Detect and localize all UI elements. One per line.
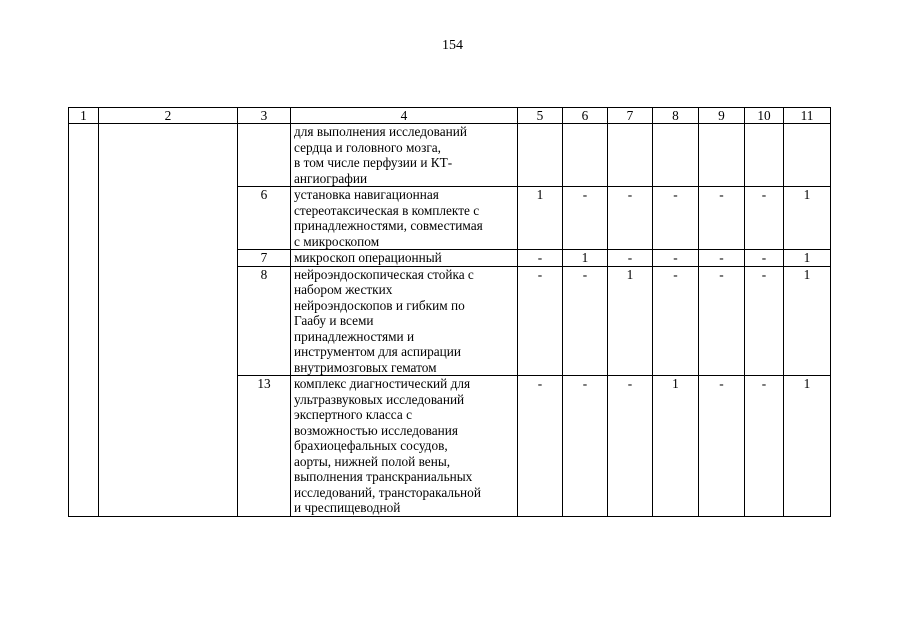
- cell-name: [291, 376, 518, 517]
- col-header: 1: [69, 108, 99, 124]
- cell-col2: [99, 124, 238, 517]
- cell-value: [518, 124, 563, 187]
- cell-value: -: [518, 266, 563, 376]
- col-header: 4: [291, 108, 518, 124]
- equipment-table: [68, 107, 831, 517]
- cell-value: -: [653, 266, 699, 376]
- cell-value: -: [518, 250, 563, 267]
- cell-value: 1: [518, 187, 563, 250]
- name-line: нейроэндоскопов и гибким по: [294, 297, 465, 313]
- cell-value: -: [699, 187, 745, 250]
- cell-value: -: [699, 250, 745, 267]
- cell-name: [291, 187, 518, 250]
- name-line: экспертного класса с: [294, 407, 412, 422]
- name-line: нейроэндоскопическая стойка с: [294, 266, 474, 282]
- name-line: установка навигационная: [294, 187, 439, 202]
- name-line: сердца и головного мозга,: [294, 139, 441, 155]
- cell-value: [653, 124, 699, 187]
- cell-value: -: [563, 187, 608, 250]
- cell-num: 8: [238, 266, 291, 376]
- name-line: набором жестких: [294, 282, 393, 297]
- name-line: стереотаксическая в комплекте с: [294, 202, 480, 218]
- cell-value: -: [563, 376, 608, 517]
- cell-value: -: [653, 250, 699, 267]
- cell-value: 1: [784, 250, 831, 267]
- cell-value: [608, 124, 653, 187]
- cell-value: -: [608, 250, 653, 267]
- cell-num: 7: [238, 250, 291, 267]
- cell-num: [238, 124, 291, 187]
- col-header: 3: [238, 108, 291, 124]
- name-line: для выполнения исследований: [294, 124, 468, 139]
- cell-value: [563, 124, 608, 187]
- cell-value: -: [745, 376, 784, 517]
- col-header: 2: [99, 108, 238, 124]
- col-header: 5: [518, 108, 563, 124]
- name-line: брахиоцефальных сосудов,: [294, 438, 448, 453]
- cell-value: [745, 124, 784, 187]
- cell-value: -: [563, 266, 608, 376]
- cell-value: 1: [563, 250, 608, 267]
- cell-value: [699, 124, 745, 187]
- cell-value: -: [518, 376, 563, 517]
- col-header: 6: [563, 108, 608, 124]
- cell-value: 1: [784, 376, 831, 517]
- cell-value: -: [745, 187, 784, 250]
- name-line: возможностью исследования: [294, 422, 458, 438]
- name-line: исследований, трансторакальной: [294, 484, 481, 500]
- col-header: 10: [745, 108, 784, 124]
- name-line: и чреспищеводной: [294, 500, 401, 515]
- table-row: [69, 124, 831, 187]
- col-header: 9: [699, 108, 745, 124]
- name-line: с микроскопом: [294, 233, 380, 249]
- name-line: микроскоп операционный: [294, 250, 442, 265]
- cell-value: -: [699, 266, 745, 376]
- name-line: внутримозговых гематом: [294, 359, 437, 375]
- name-line: инструментом для аспирации: [294, 344, 462, 359]
- cell-value: -: [699, 376, 745, 517]
- name-line: аорты, нижней полой вены,: [294, 453, 451, 469]
- cell-value: -: [608, 376, 653, 517]
- name-line: в том числе перфузии и КТ-: [294, 155, 453, 170]
- cell-value: -: [745, 266, 784, 376]
- cell-value: 1: [608, 266, 653, 376]
- cell-value: 1: [784, 187, 831, 250]
- col-header: 8: [653, 108, 699, 124]
- cell-value: [784, 124, 831, 187]
- cell-value: 1: [653, 376, 699, 517]
- name-line: Гаабу и всеми: [294, 313, 374, 328]
- col-header: 11: [784, 108, 831, 124]
- cell-value: -: [653, 187, 699, 250]
- cell-col1: [69, 124, 99, 517]
- cell-value: 1: [784, 266, 831, 376]
- cell-num: 6: [238, 187, 291, 250]
- cell-name: [291, 250, 518, 267]
- col-header: 7: [608, 108, 653, 124]
- page-number: 154: [442, 38, 463, 53]
- cell-value: -: [745, 250, 784, 267]
- name-line: ультразвуковых исследований: [294, 391, 465, 407]
- name-line: принадлежностями и: [294, 328, 415, 344]
- cell-num: 13: [238, 376, 291, 517]
- header-row: [69, 108, 831, 124]
- cell-name: [291, 266, 518, 376]
- name-line: ангиографии: [294, 170, 368, 186]
- name-line: выполнения транскраниальных: [294, 469, 473, 484]
- cell-name: [291, 124, 518, 187]
- cell-value: -: [608, 187, 653, 250]
- name-line: принадлежностями, совместимая: [294, 218, 483, 233]
- name-line: комплекс диагностический для: [294, 376, 471, 391]
